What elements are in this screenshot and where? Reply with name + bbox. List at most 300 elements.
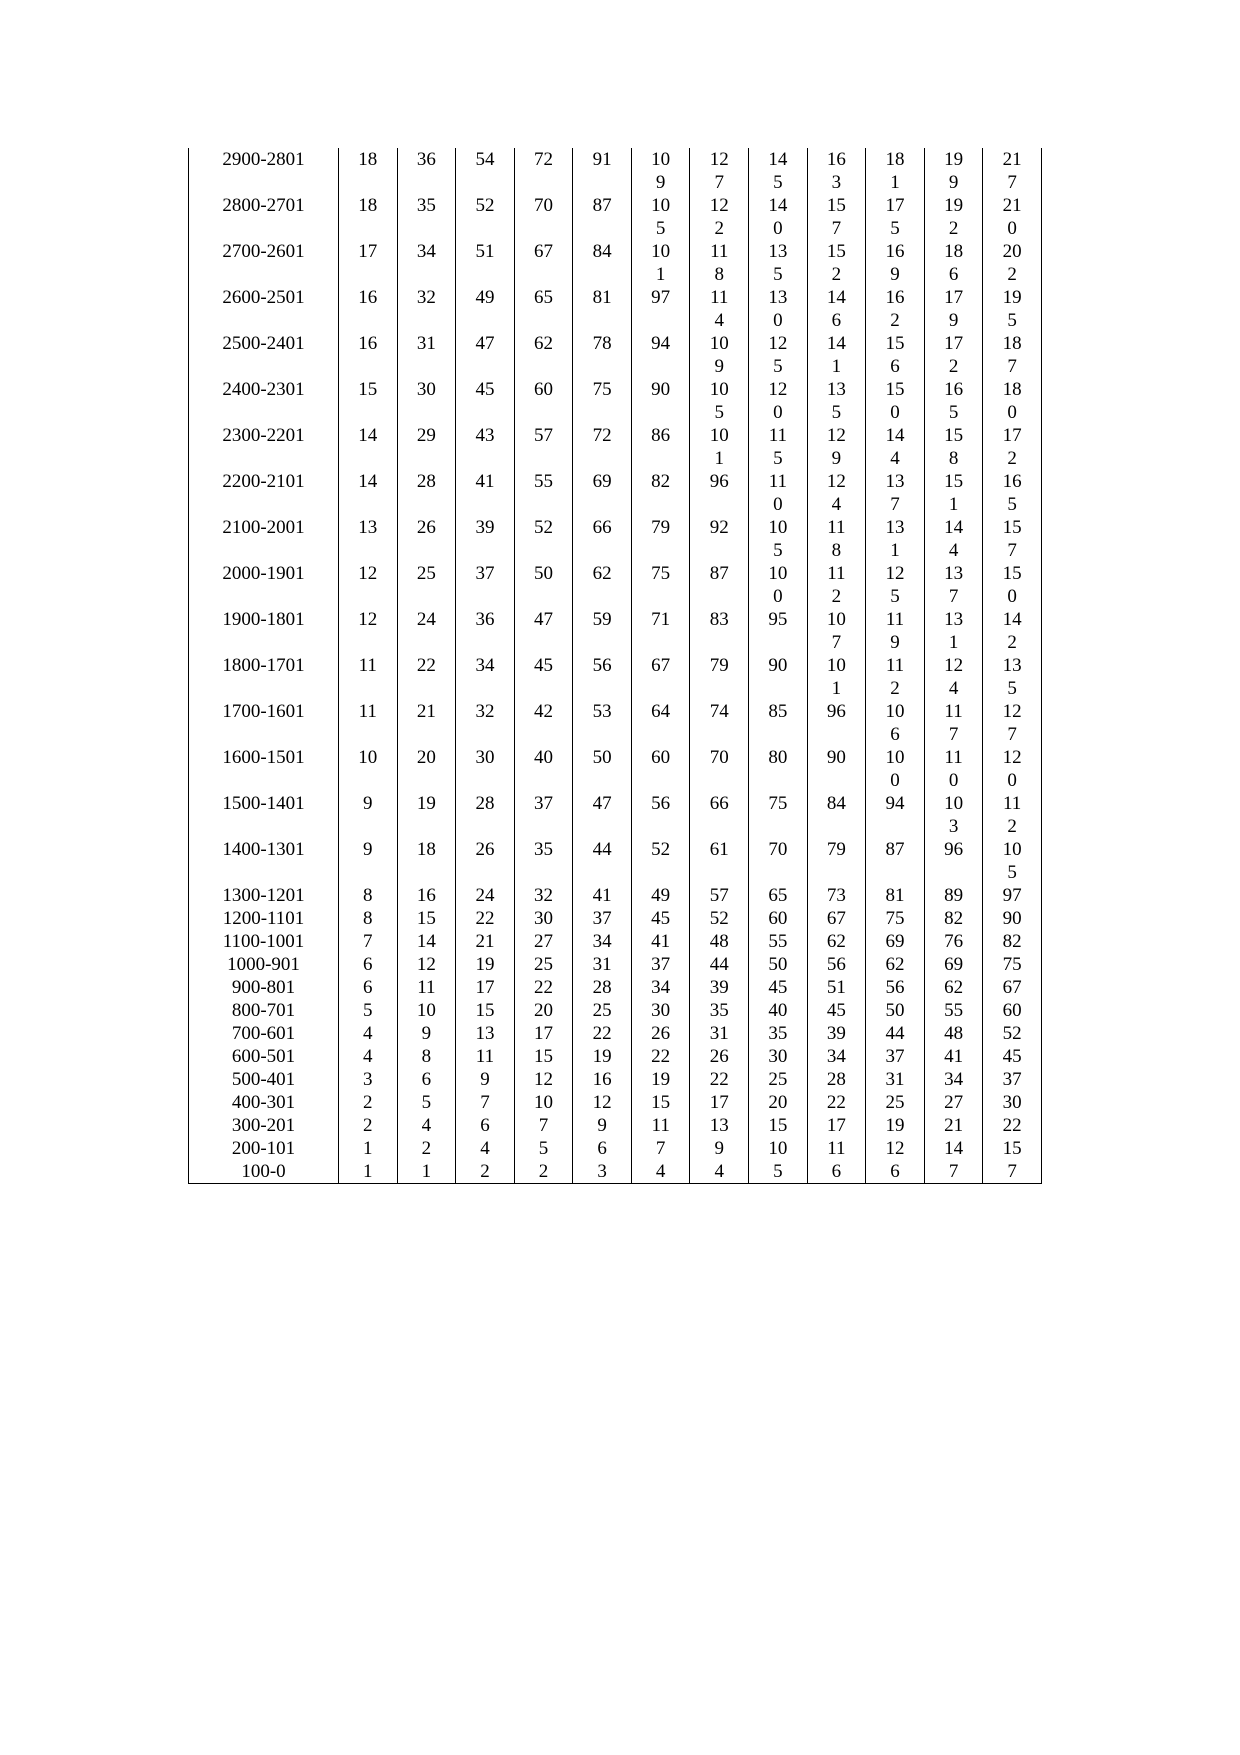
value-cell: 22 [690,1068,749,1091]
value-cell: 59 [573,608,632,654]
table-row [189,1091,1042,1114]
table-row [189,976,1042,999]
value-cell: 85 [749,700,808,746]
value-cell: 179 [924,286,983,332]
value-cell: 17 [456,976,515,999]
value-cell: 39 [456,516,515,562]
range-cell: 2500-2401 [189,332,339,378]
value-cell: 195 [983,286,1042,332]
value-cell: 50 [866,999,925,1022]
value-cell: 100 [749,562,808,608]
value-cell: 1 [339,1160,398,1184]
value-cell: 144 [866,424,925,470]
value-cell: 18 [339,194,398,240]
value-cell: 151 [924,470,983,516]
value-cell: 26 [690,1045,749,1068]
value-cell: 35 [690,999,749,1022]
value-cell: 25 [749,1068,808,1091]
value-cell: 47 [573,792,632,838]
value-cell: 96 [924,838,983,884]
value-cell: 16 [573,1068,632,1091]
value-cell: 4 [339,1022,398,1045]
value-cell: 10 [514,1091,573,1114]
value-cell: 5 [397,1091,456,1114]
value-cell: 25 [866,1091,925,1114]
value-cell: 19 [397,792,456,838]
value-cell: 86 [631,424,690,470]
value-cell: 32 [514,884,573,907]
value-cell: 125 [866,562,925,608]
value-cell: 62 [573,562,632,608]
value-cell: 110 [749,470,808,516]
value-cell: 90 [631,378,690,424]
value-cell: 97 [631,286,690,332]
range-cell: 500-401 [189,1068,339,1091]
range-cell: 2700-2601 [189,240,339,286]
value-cell: 83 [690,608,749,654]
value-cell: 50 [514,562,573,608]
value-cell: 21 [924,1114,983,1137]
value-cell: 60 [983,999,1042,1022]
value-cell: 84 [807,792,866,838]
value-cell: 120 [983,746,1042,792]
value-cell: 45 [456,378,515,424]
value-cell: 28 [807,1068,866,1091]
value-cell: 20 [397,746,456,792]
value-cell: 30 [397,378,456,424]
value-cell: 26 [397,516,456,562]
value-cell: 105 [749,516,808,562]
value-cell: 24 [456,884,515,907]
value-cell: 157 [983,516,1042,562]
value-cell: 56 [631,792,690,838]
value-cell: 76 [924,930,983,953]
value-cell: 131 [866,516,925,562]
value-cell: 52 [690,907,749,930]
value-cell: 7 [631,1137,690,1160]
value-cell: 75 [631,562,690,608]
value-cell: 137 [866,470,925,516]
value-cell: 41 [456,470,515,516]
value-cell: 41 [573,884,632,907]
value-cell: 95 [749,608,808,654]
value-cell: 22 [631,1045,690,1068]
value-cell: 135 [983,654,1042,700]
value-cell: 44 [866,1022,925,1045]
table-row [189,930,1042,953]
value-cell: 50 [749,953,808,976]
value-cell: 14 [339,424,398,470]
value-cell: 52 [514,516,573,562]
range-cell: 1200-1101 [189,907,339,930]
value-cell: 17 [514,1022,573,1045]
value-cell: 79 [807,838,866,884]
value-cell: 34 [456,654,515,700]
value-cell: 22 [983,1114,1042,1137]
value-cell: 74 [690,700,749,746]
value-cell: 5 [514,1137,573,1160]
value-cell: 6 [339,976,398,999]
value-cell: 103 [924,792,983,838]
value-cell: 1 [339,1137,398,1160]
value-cell: 73 [807,884,866,907]
table-row [189,838,1042,884]
value-cell: 32 [397,286,456,332]
value-cell: 135 [807,378,866,424]
table-row [189,1068,1042,1091]
value-cell: 51 [456,240,515,286]
value-cell: 62 [866,953,925,976]
value-cell: 12 [339,608,398,654]
value-cell: 64 [631,700,690,746]
value-cell: 11 [456,1045,515,1068]
table-row [189,1022,1042,1045]
range-cell: 700-601 [189,1022,339,1045]
table-row [189,286,1042,332]
value-cell: 53 [573,700,632,746]
value-cell: 10 [749,1137,808,1160]
value-cell: 145 [749,148,808,194]
value-cell: 44 [690,953,749,976]
value-cell: 181 [866,148,925,194]
range-cell: 2200-2101 [189,470,339,516]
value-cell: 62 [807,930,866,953]
value-cell: 12 [866,1137,925,1160]
range-cell: 1800-1701 [189,654,339,700]
value-cell: 175 [866,194,925,240]
value-cell: 101 [631,240,690,286]
value-cell: 117 [924,700,983,746]
value-cell: 55 [749,930,808,953]
value-cell: 65 [749,884,808,907]
value-cell: 142 [983,608,1042,654]
value-cell: 14 [397,930,456,953]
value-cell: 9 [397,1022,456,1045]
value-cell: 14 [924,1137,983,1160]
range-cell: 2900-2801 [189,148,339,194]
value-cell: 35 [397,194,456,240]
value-cell: 90 [807,746,866,792]
table-row [189,654,1042,700]
value-cell: 1 [397,1160,456,1184]
value-cell: 4 [690,1160,749,1184]
value-cell: 67 [983,976,1042,999]
value-cell: 13 [690,1114,749,1137]
value-cell: 7 [983,1160,1042,1184]
value-cell: 67 [807,907,866,930]
value-cell: 45 [631,907,690,930]
value-cell: 48 [690,930,749,953]
table-row [189,148,1042,194]
table-row [189,332,1042,378]
value-cell: 5 [749,1160,808,1184]
value-cell: 57 [514,424,573,470]
value-cell: 202 [983,240,1042,286]
value-cell: 54 [456,148,515,194]
value-cell: 17 [339,240,398,286]
value-cell: 112 [866,654,925,700]
value-cell: 41 [631,930,690,953]
value-cell: 29 [397,424,456,470]
value-cell: 70 [749,838,808,884]
value-cell: 25 [397,562,456,608]
table-row [189,608,1042,654]
value-cell: 56 [573,654,632,700]
value-cell: 82 [924,907,983,930]
value-cell: 30 [456,746,515,792]
value-cell: 37 [514,792,573,838]
value-cell: 25 [514,953,573,976]
range-cell: 1900-1801 [189,608,339,654]
value-cell: 150 [866,378,925,424]
value-cell: 15 [397,907,456,930]
value-cell: 87 [866,838,925,884]
value-cell: 31 [573,953,632,976]
range-cell: 1000-901 [189,953,339,976]
value-cell: 36 [397,148,456,194]
range-cell: 1700-1601 [189,700,339,746]
table-row [189,424,1042,470]
value-cell: 12 [397,953,456,976]
value-cell: 137 [924,562,983,608]
value-cell: 18 [339,148,398,194]
table-row [189,378,1042,424]
value-cell: 84 [573,240,632,286]
value-cell: 32 [456,700,515,746]
value-cell: 57 [690,884,749,907]
value-cell: 172 [924,332,983,378]
value-cell: 6 [339,953,398,976]
value-cell: 144 [924,516,983,562]
value-cell: 36 [456,608,515,654]
value-cell: 14 [339,470,398,516]
table-row [189,516,1042,562]
table-row [189,470,1042,516]
value-cell: 6 [573,1137,632,1160]
value-cell: 19 [573,1045,632,1068]
value-cell: 4 [456,1137,515,1160]
value-cell: 9 [573,1114,632,1137]
value-cell: 92 [690,516,749,562]
value-cell: 62 [924,976,983,999]
value-cell: 105 [690,378,749,424]
value-cell: 9 [339,838,398,884]
value-cell: 90 [983,907,1042,930]
value-cell: 130 [749,286,808,332]
value-cell: 22 [573,1022,632,1045]
table-row [189,792,1042,838]
value-cell: 79 [631,516,690,562]
value-cell: 20 [514,999,573,1022]
value-cell: 26 [631,1022,690,1045]
value-cell: 4 [631,1160,690,1184]
value-cell: 48 [924,1022,983,1045]
value-cell: 12 [339,562,398,608]
value-cell: 129 [807,424,866,470]
table-row [189,1045,1042,1068]
value-cell: 51 [807,976,866,999]
value-cell: 6 [807,1160,866,1184]
range-cell: 2000-1901 [189,562,339,608]
value-cell: 9 [339,792,398,838]
value-cell: 19 [631,1068,690,1091]
value-cell: 15 [456,999,515,1022]
value-cell: 34 [573,930,632,953]
value-cell: 30 [983,1091,1042,1114]
value-cell: 6 [397,1068,456,1091]
range-cell: 1300-1201 [189,884,339,907]
value-cell: 17 [690,1091,749,1114]
value-cell: 41 [924,1045,983,1068]
value-cell: 107 [807,608,866,654]
value-cell: 40 [514,746,573,792]
value-cell: 13 [339,516,398,562]
value-cell: 22 [514,976,573,999]
table-row [189,562,1042,608]
value-cell: 82 [983,930,1042,953]
value-cell: 61 [690,838,749,884]
table-row [189,1160,1042,1184]
value-cell: 47 [514,608,573,654]
value-cell: 156 [866,332,925,378]
range-cell: 2400-2301 [189,378,339,424]
value-cell: 66 [690,792,749,838]
value-cell: 131 [924,608,983,654]
value-cell: 40 [749,999,808,1022]
value-cell: 119 [866,608,925,654]
value-cell: 162 [866,286,925,332]
range-cell: 1100-1001 [189,930,339,953]
value-cell: 7 [339,930,398,953]
value-cell: 45 [514,654,573,700]
value-cell: 42 [514,700,573,746]
value-cell: 30 [631,999,690,1022]
value-cell: 2 [514,1160,573,1184]
value-cell: 6 [866,1160,925,1184]
value-cell: 37 [983,1068,1042,1091]
range-cell: 1400-1301 [189,838,339,884]
value-cell: 69 [924,953,983,976]
value-cell: 3 [339,1068,398,1091]
value-cell: 16 [339,286,398,332]
value-cell: 24 [397,608,456,654]
range-cell: 900-801 [189,976,339,999]
value-cell: 50 [573,746,632,792]
value-cell: 56 [807,953,866,976]
value-cell: 135 [749,240,808,286]
value-cell: 49 [631,884,690,907]
range-cell: 800-701 [189,999,339,1022]
value-cell: 56 [866,976,925,999]
value-cell: 4 [339,1045,398,1068]
value-cell: 11 [339,654,398,700]
value-cell: 67 [631,654,690,700]
value-cell: 2 [339,1091,398,1114]
value-cell: 22 [456,907,515,930]
value-cell: 47 [456,332,515,378]
value-cell: 11 [339,700,398,746]
value-cell: 94 [631,332,690,378]
value-cell: 199 [924,148,983,194]
value-cell: 120 [749,378,808,424]
value-cell: 187 [983,332,1042,378]
value-cell: 192 [924,194,983,240]
value-cell: 60 [631,746,690,792]
document-page [188,148,1042,1184]
table-row [189,999,1042,1022]
value-cell: 7 [514,1114,573,1137]
value-cell: 94 [866,792,925,838]
value-cell: 15 [339,378,398,424]
value-cell: 45 [749,976,808,999]
value-cell: 2 [456,1160,515,1184]
value-cell: 141 [807,332,866,378]
value-cell: 7 [456,1091,515,1114]
value-cell: 35 [749,1022,808,1045]
range-cell: 200-101 [189,1137,339,1160]
value-cell: 62 [514,332,573,378]
value-cell: 45 [983,1045,1042,1068]
value-cell: 21 [397,700,456,746]
value-cell: 150 [983,562,1042,608]
value-cell: 110 [924,746,983,792]
value-cell: 12 [573,1091,632,1114]
value-cell: 27 [924,1091,983,1114]
value-cell: 35 [514,838,573,884]
table-row [189,240,1042,286]
value-cell: 180 [983,378,1042,424]
value-cell: 105 [631,194,690,240]
table-row [189,194,1042,240]
value-cell: 96 [690,470,749,516]
value-cell: 26 [456,838,515,884]
value-cell: 96 [807,700,866,746]
value-cell: 11 [807,1137,866,1160]
value-cell: 52 [631,838,690,884]
value-cell: 89 [924,884,983,907]
value-cell: 101 [690,424,749,470]
value-cell: 127 [690,148,749,194]
value-cell: 34 [807,1045,866,1068]
value-cell: 67 [514,240,573,286]
value-cell: 80 [749,746,808,792]
value-cell: 4 [397,1114,456,1137]
table-row [189,1137,1042,1160]
value-cell: 34 [924,1068,983,1091]
value-cell: 71 [631,608,690,654]
range-cell: 1500-1401 [189,792,339,838]
value-cell: 28 [573,976,632,999]
data-table [188,148,1042,1184]
value-cell: 5 [339,999,398,1022]
range-cell: 600-501 [189,1045,339,1068]
value-cell: 43 [456,424,515,470]
value-cell: 70 [690,746,749,792]
value-cell: 125 [749,332,808,378]
value-cell: 81 [866,884,925,907]
range-cell: 400-301 [189,1091,339,1114]
value-cell: 9 [690,1137,749,1160]
value-cell: 7 [924,1160,983,1184]
value-cell: 55 [924,999,983,1022]
range-cell: 2600-2501 [189,286,339,332]
table-body [189,148,1042,1184]
value-cell: 127 [983,700,1042,746]
value-cell: 124 [807,470,866,516]
value-cell: 165 [983,470,1042,516]
value-cell: 25 [573,999,632,1022]
value-cell: 28 [456,792,515,838]
